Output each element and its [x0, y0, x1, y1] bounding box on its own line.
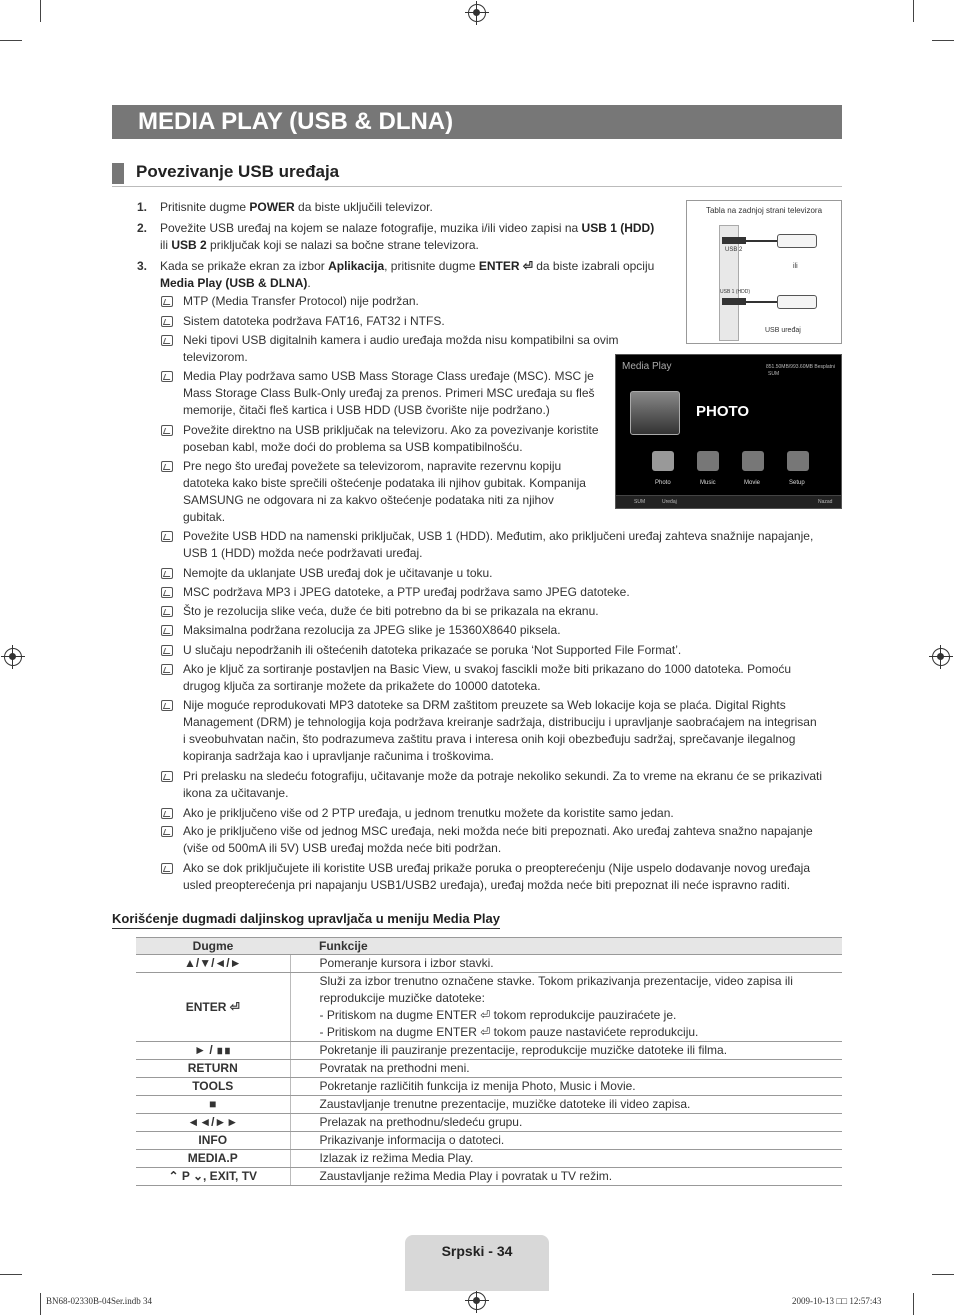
- crop-mark: [0, 1274, 22, 1275]
- function-cell: [290, 973, 842, 1042]
- note-line: usled preopterećenja pri napajanju USB1/USB2 uređaja), uređaj možda neće biti prepoznat ili neće ispravno raditi.: [183, 878, 791, 892]
- remote-subheading: Korišćenje dugmadi daljinskog upravljača u meniju Media Play: [112, 911, 500, 929]
- crop-mark: [913, 1293, 914, 1315]
- music-icon[interactable]: [697, 451, 719, 471]
- page-title: MEDIA PLAY (USB & DLNA): [112, 105, 842, 139]
- function-cell: [290, 1114, 842, 1132]
- step-number: 3.: [137, 259, 148, 273]
- function-line: Izlazak iz režima Media Play.: [319, 1151, 474, 1165]
- bottom-return-hint: Nazad: [818, 499, 833, 505]
- button-cell: ► / ∎∎: [136, 1042, 290, 1060]
- usb-connection-diagram: [686, 200, 842, 344]
- diagram-caption: Tabla na zadnjoj strani televizora: [705, 206, 823, 215]
- note-line: MTP (Media Transfer Protocol) nije podržan.: [183, 294, 419, 308]
- setup-icon[interactable]: [787, 451, 809, 471]
- crop-mark: [932, 40, 954, 41]
- button-cell: MEDIA.P: [136, 1150, 290, 1168]
- note-line: Mass Storage Class Bulk-Only uređaj za prenos. Primeri MSC uređaja su fleš: [183, 386, 595, 400]
- usb-port-1: [722, 298, 746, 305]
- note-line: Nemojte da uklanjate USB uređaj dok je učitavanje u toku.: [183, 566, 493, 580]
- note-icon: [161, 863, 173, 874]
- note-line: Media Play podržava samo USB Mass Storage Class uređaje (MSC). MSC je: [183, 369, 594, 383]
- note-line: televizorom.: [183, 350, 248, 364]
- or-label: ili: [793, 263, 798, 270]
- note-line: Ako se dok priključujete ili koristite USB uređaj prikaže poruka o preopterećenju (Nije uspelo dodavanje novog uređaja: [183, 861, 811, 875]
- function-line: - Pritiskom na dugme ENTER ⏎ tokom reprodukcije pauziraćete je.: [319, 1008, 677, 1022]
- media-play-screenshot: [615, 354, 842, 509]
- page-number-tab: [405, 1235, 549, 1291]
- note-line: Sistem datoteka podržava FAT16, FAT32 i NTFS.: [183, 314, 445, 328]
- registration-mark-icon: [468, 1292, 486, 1310]
- note-text: [183, 368, 613, 419]
- media-play-bottom-bar: [616, 495, 841, 508]
- table-row: [136, 973, 842, 1042]
- note-line: Nije moguće reprodukovati MP3 datoteke sa DRM zaštitom preuzete sa Web lokacije koja se plaća. Digital Rights: [183, 698, 786, 712]
- table-row: [136, 1132, 842, 1150]
- crop-mark: [0, 40, 22, 41]
- note-icon: [161, 587, 173, 598]
- photo-label: Photo: [655, 480, 671, 486]
- usb-port-1-label: USB 1 (HDD): [720, 289, 751, 295]
- note-icon: [161, 664, 173, 675]
- crop-mark: [40, 0, 41, 22]
- note-line: Povežite USB HDD na namenski priključak, USB 1 (HDD). Međutim, ako priključeni uređaj zahteva snažnije napajanje,: [183, 529, 814, 543]
- function-line: Povratak na prethodni meni.: [319, 1061, 470, 1075]
- note-line: kopiranja sadržaja kao i upravljanje računima i troškovima.: [183, 749, 494, 763]
- note-icon: [161, 461, 173, 472]
- note-icon: [161, 335, 173, 346]
- movie-icon[interactable]: [742, 451, 764, 471]
- function-line: Služi za izbor trenutno označene stavke. Tokom prikazivanja prezentacije, video zapisa ili: [319, 974, 793, 988]
- note-text: [183, 458, 613, 526]
- note-text: [183, 603, 843, 620]
- note-text: [183, 661, 843, 695]
- usb-cable: [745, 240, 777, 242]
- button-cell: TOOLS: [136, 1078, 290, 1096]
- function-line: Zaustavljanje režima Media Play i povratak u TV režim.: [319, 1169, 613, 1183]
- note-line: USB 1 (HDD) možda neće podržavati uređaj.: [183, 546, 423, 560]
- note-icon: [161, 296, 173, 307]
- button-cell: RETURN: [136, 1060, 290, 1078]
- note-line: datoteka kako biste sprečili oštećenje podataka ili njihov gubitak. Kompanija: [183, 476, 586, 490]
- button-cell: ⌃ P ⌄, EXIT, TV: [136, 1168, 290, 1186]
- note-icon: [161, 568, 173, 579]
- step-number: 1.: [137, 200, 148, 214]
- function-line: Pomeranje kursora i izbor stavki.: [319, 956, 494, 970]
- crop-mark: [932, 1274, 954, 1275]
- bottom-device-hint: Uređaj: [662, 499, 677, 505]
- note-text: [183, 823, 843, 857]
- table-row: [136, 1042, 842, 1060]
- note-text: [183, 622, 843, 639]
- crop-mark: [913, 0, 914, 22]
- note-line: Povežite direktno na USB priključak na televizoru. Ako za povezivanje koristite: [183, 423, 599, 437]
- function-cell: [290, 1060, 842, 1078]
- button-cell: ▲/▼/◄/►: [136, 955, 290, 973]
- note-icon: [161, 625, 173, 636]
- function-cell: [290, 1132, 842, 1150]
- function-line: Prikazivanje informacija o datoteci.: [319, 1133, 505, 1147]
- note-icon: [161, 771, 173, 782]
- registration-mark-icon: [932, 648, 950, 666]
- note-line: Ako je priključeno više od jednog MSC uređaja, neki možda neće biti prepoznati. Ako uređaj zahteva snažno napajanje: [183, 824, 813, 838]
- function-cell: [290, 1078, 842, 1096]
- setup-label: Setup: [789, 480, 805, 486]
- note-text: [183, 332, 633, 366]
- function-cell: [290, 1150, 842, 1168]
- function-cell: [290, 1042, 842, 1060]
- usb-stick-icon: [777, 234, 817, 248]
- storage-info: 851.50MB/993.60MB Besplatni: [766, 364, 835, 370]
- movie-label: Movie: [744, 480, 761, 486]
- note-line: Neki tipovi USB digitalnih kamera i audio uređaja možda nisu kompatibilni sa ovim: [183, 333, 619, 347]
- note-text: [183, 697, 843, 765]
- header-function: Funkcije: [290, 938, 842, 955]
- step-3-text: Kada se prikaže ekran za izbor Aplikacija, pritisnite dugme ENTER ⏎ da biste izabrali opciju Media Play (USB & DLNA).: [160, 259, 655, 290]
- table-row: [136, 1168, 842, 1186]
- header-button: Dugme: [136, 938, 290, 955]
- note-line: Management (DRM) je tehnologija koja podržava kreiranje sadržaja, distribuciju i upravljanje saobraćajem na integrisan: [183, 715, 817, 729]
- table-row: [136, 1096, 842, 1114]
- bottom-device: SUM: [634, 499, 646, 505]
- button-cell: INFO: [136, 1132, 290, 1150]
- note-line: drugog ključa za sortiranje možete da prikažete do 10000 datoteka.: [183, 679, 541, 693]
- note-text: [183, 584, 843, 601]
- note-line: Maksimalna podržana rezolucija za JPEG slike je 15360X8640 piksela.: [183, 623, 561, 637]
- note-line: i sveobuhvatan način, što podrazumeva zaštitu prava i interesa onih koji obezbeđuju sadržaj, sprečavanje ilegalnog: [183, 732, 796, 746]
- note-line: MSC podržava MP3 i JPEG datoteke, a PTP uređaj podržava samo JPEG datoteke.: [183, 585, 630, 599]
- function-cell: [290, 955, 842, 973]
- function-cell: [290, 1096, 842, 1114]
- usb-cable: [745, 301, 777, 303]
- note-line: Što je rezolucija slike veća, duže će biti potrebno da bi se prikazala na ekranu.: [183, 604, 599, 618]
- function-cell: [290, 1168, 842, 1186]
- note-line: memorije, čitači fleš kartica i USB HDD (USB čvorište nije podržano.): [183, 403, 550, 417]
- note-line: SAMSUNG ne odgovara ni za kakvo oštećenje podataka niti za njihov: [183, 493, 554, 507]
- footer-file: BN68-02330B-04Ser.indb 34: [46, 1296, 153, 1306]
- note-line: ikona za učitavanje.: [183, 786, 289, 800]
- note-icon: [161, 606, 173, 617]
- registration-mark-icon: [4, 648, 22, 666]
- function-line: Prelazak na prethodnu/sledeću grupu.: [319, 1115, 523, 1129]
- function-line: Pokretanje ili pauziranje prezentacije, reprodukcije muzičke datoteke ili filma.: [319, 1043, 728, 1057]
- media-play-title: Media Play: [622, 361, 672, 372]
- note-text: [183, 565, 843, 582]
- note-line: Ako je priključeno više od 2 PTP uređaja, u jednom trenutku možete da koristite samo jedan.: [183, 806, 674, 820]
- note-text: [183, 528, 843, 562]
- usb-port-2: [722, 237, 746, 244]
- note-icon: [161, 700, 173, 711]
- table-row: [136, 1078, 842, 1096]
- note-icon: [161, 645, 173, 656]
- note-line: U slučaju nepodržanih ili oštećenih datoteka prikazaće se poruka ‘Not Supported File Format’.: [183, 643, 682, 657]
- note-text: [183, 313, 613, 330]
- note-line: Pre nego što uređaj povežete sa televizorom, napravite rezervnu kopiju: [183, 459, 562, 473]
- note-text: [183, 293, 613, 310]
- note-icon: [161, 371, 173, 382]
- photo-icon[interactable]: [652, 451, 674, 471]
- step-number: 2.: [137, 221, 148, 235]
- button-cell: ◄◄/►►: [136, 1114, 290, 1132]
- note-line: poseban kabl, može doći do problema sa USB kompatibilnošću.: [183, 440, 523, 454]
- button-cell: ENTER ⏎: [136, 973, 290, 1042]
- page-number: Srpski - 34: [441, 1243, 513, 1259]
- note-text: [183, 805, 843, 822]
- note-text: [183, 422, 633, 456]
- usb-device-label: USB uređaj: [765, 327, 801, 334]
- usb-port-2-label: USB 2: [725, 247, 743, 253]
- step-1-text: Pritisnite dugme POWER da biste uključili televizor.: [160, 200, 433, 214]
- note-line: (više od 500mA ili 5V) USB uređaj možda neće biti podržan.: [183, 841, 502, 855]
- note-text: [183, 860, 843, 894]
- crop-mark: [40, 1293, 41, 1315]
- function-line: reprodukcije muzičke datoteke:: [319, 991, 485, 1005]
- section-heading: [112, 161, 842, 187]
- music-label: Music: [700, 480, 716, 486]
- footer-date: 2009-10-13 □□ 12:57:43: [792, 1296, 882, 1306]
- function-line: Pokretanje različitih funkcija iz menija Photo, Music i Movie.: [319, 1079, 636, 1093]
- table-row: [136, 1150, 842, 1168]
- function-line: Zaustavljanje trenutne prezentacije, muzičke datoteke ili video zapisa.: [319, 1097, 691, 1111]
- section-heading-text: Povezivanje USB uređaja: [136, 162, 340, 181]
- note-icon: [161, 826, 173, 837]
- note-line: gubitak.: [183, 510, 226, 524]
- usb-stick-icon: [777, 295, 817, 309]
- device-name: SUM: [768, 371, 780, 377]
- table-row: [136, 1060, 842, 1078]
- function-line: - Pritiskom na dugme ENTER ⏎ tokom pauze nastavićete reprodukciju.: [319, 1025, 699, 1039]
- note-text: [183, 768, 843, 802]
- button-cell: ■: [136, 1096, 290, 1114]
- selected-category: PHOTO: [696, 403, 750, 420]
- heading-bar: [112, 163, 124, 184]
- step-2-text: Povežite USB uređaj na kojem se nalaze fotografije, muzika i/ili video zapisi na USB 1 (HDD) ili USB 2 priključak koji se nalazi sa bočne strane televizora.: [160, 221, 655, 252]
- note-text: [183, 642, 843, 659]
- note-icon: [161, 531, 173, 542]
- registration-mark-icon: [468, 4, 486, 22]
- photo-large-icon: [630, 391, 680, 435]
- note-line: Pri prelasku na sledeću fotografiju, učitavanje može da potraje nekoliko sekundi. Za to vreme na ekranu će se prikazivati: [183, 769, 823, 783]
- table-row: [136, 955, 842, 973]
- table-row: [136, 1114, 842, 1132]
- note-icon: [161, 316, 173, 327]
- note-line: Ako je ključ za sortiranje postavljen na Basic View, u svakoj fascikli može biti prikazano do 1000 datoteka. Pomoću: [183, 662, 792, 676]
- note-icon: [161, 808, 173, 819]
- remote-buttons-table: [136, 937, 842, 1186]
- note-icon: [161, 425, 173, 436]
- table-header-row: [136, 938, 842, 955]
